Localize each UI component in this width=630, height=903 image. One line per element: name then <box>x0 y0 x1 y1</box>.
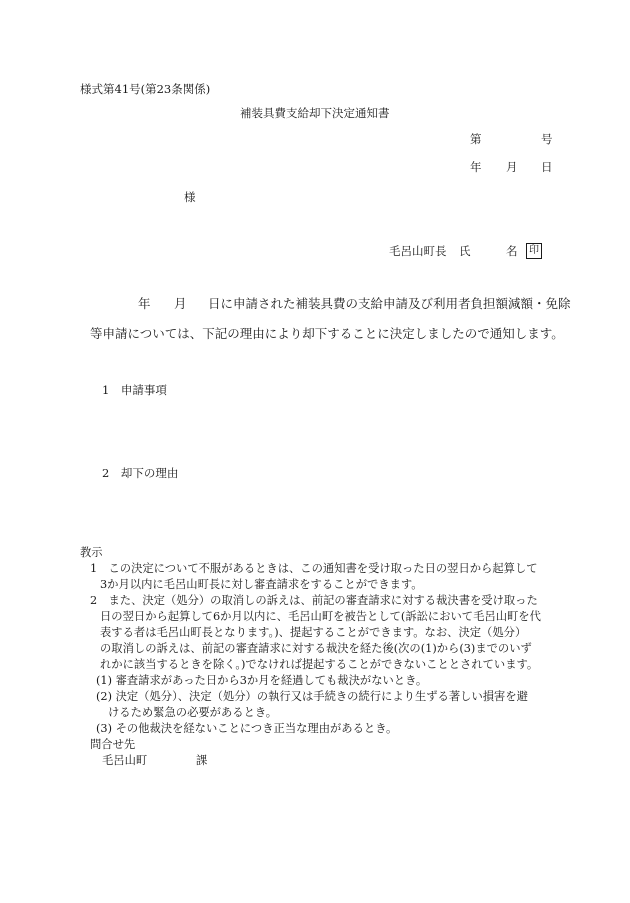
section-rejection-reason: 2 却下の理由 <box>102 466 179 480</box>
date-month: 月 <box>506 160 518 174</box>
document-title: 補装具費支給却下決定通知書 <box>240 106 390 120</box>
date-day: 日 <box>541 160 553 174</box>
body-month: 月 <box>174 296 187 311</box>
contact-town: 毛呂山町 <box>102 754 148 767</box>
section-application-items: 1 申請事項 <box>102 383 167 397</box>
date-year: 年 <box>470 160 482 174</box>
contact-dept: 課 <box>196 754 208 767</box>
instruction-p2-line-3: 表する者は毛呂山町長となります。)、提起することができます。なお、決定（処分） <box>100 626 527 639</box>
instruction-sub-2-line-1: (2) 決定（処分）、決定（処分）の執行又は手続きの続行により生ずる著しい損害を避 <box>96 690 528 703</box>
instruction-p2-line-4: の取消しの訴えは、前記の審査請求に対する裁決を経た後(次の(1)から(3)までのいず <box>100 642 532 655</box>
instruction-heading: 教示 <box>80 546 103 559</box>
sender-title: 毛呂山町長 <box>389 244 447 258</box>
instruction-sub-1: (1) 審査請求があった日から3か月を経過しても裁決がないとき。 <box>96 674 428 687</box>
seal-mark: 印 <box>526 243 542 259</box>
instruction-sub-3: (3) その他裁決を経ないことにつき正当な理由があるとき。 <box>96 722 398 735</box>
addressee-suffix: 様 <box>184 190 196 204</box>
instruction-p1-line-2: 3か月以内に毛呂山町長に対し審査請求をすることができます。 <box>100 578 423 591</box>
instruction-p2-line-5: れかに該当するときを除く。)でなければ提起することができないこととされています。 <box>100 658 539 671</box>
instruction-p2-line-1: 2 また、決定（処分）の取消しの訴えは、前記の審査請求に対する裁決書を受け取った <box>90 594 538 607</box>
form-number: 様式第41号(第23条関係) <box>80 82 211 96</box>
instruction-sub-2-line-2: けるため緊急の必要があるとき。 <box>108 706 278 719</box>
body-line-2: 等申請については、下記の理由により却下することに決定しましたので通知します。 <box>90 326 564 341</box>
instruction-p1-line-1: 1 この決定について不服があるときは、この通知書を受け取った日の翌日から起算して <box>90 562 538 575</box>
body-year: 年 <box>138 296 151 311</box>
doc-number-suffix: 号 <box>541 132 553 146</box>
contact-label: 問合せ先 <box>90 738 136 751</box>
doc-number-label: 第 <box>470 132 482 146</box>
body-line-1: 日に申請された補装具費の支給申請及び利用者負担額減額・免除 <box>208 296 571 311</box>
sender-name-label-2: 名 <box>506 244 518 258</box>
instruction-p2-line-2: 日の翌日から起算して6か月以内に、毛呂山町を被告として(訴訟において毛呂山町を代 <box>100 610 541 623</box>
sender-name-label-1: 氏 <box>459 244 471 258</box>
